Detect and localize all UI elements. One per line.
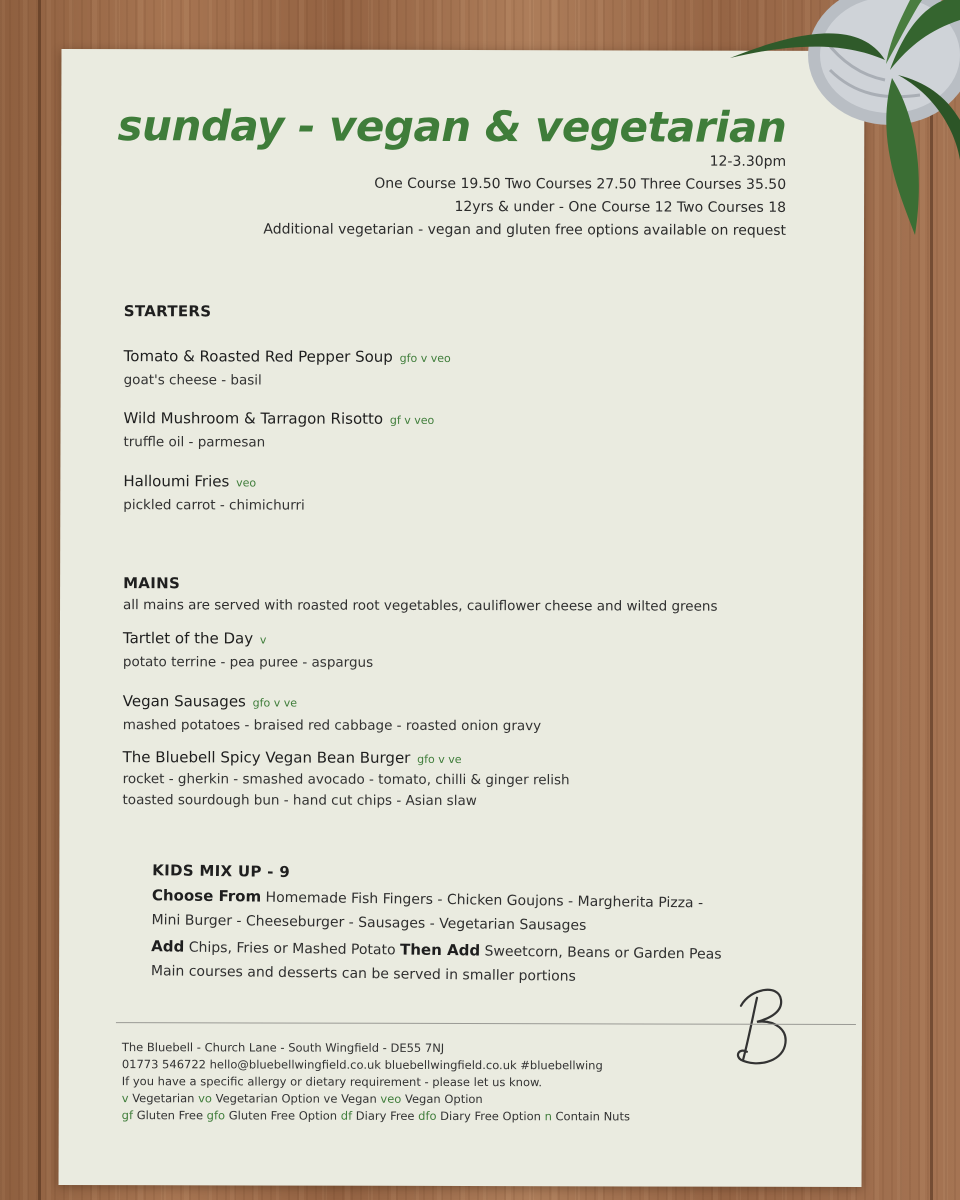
legend-code: gfo bbox=[206, 1108, 226, 1123]
menu-title: sunday - vegan & vegetarian bbox=[117, 101, 787, 152]
dietary-legend-line2 bbox=[122, 1107, 630, 1125]
footer-contact: 01773 546722 hello@bluebellwingfield.co.uk bluebellwingfield.co.uk #bluebellwing bbox=[121, 1057, 603, 1073]
mains-heading: MAINS bbox=[123, 574, 181, 593]
kids-heading: KIDS MIX UP - 9 bbox=[152, 861, 291, 881]
dish-description: truffle oil - parmesan bbox=[123, 434, 266, 451]
dish-description: mashed potatoes - braised red cabbage - roasted onion gravy bbox=[122, 717, 542, 735]
add-label: Add bbox=[151, 937, 185, 956]
kids-choices: Homemade Fish Fingers - Chicken Goujons - Margherita Pizza - bbox=[265, 889, 704, 912]
menu-item bbox=[124, 347, 451, 392]
dish-description: potato terrine - pea puree - aspargus bbox=[122, 654, 374, 671]
then-add-label: Then Add bbox=[399, 940, 481, 960]
legend-label: Diary Free bbox=[355, 1108, 415, 1123]
service-hours: 12-3.30pm bbox=[709, 153, 787, 170]
dish-description: pickled carrot - chimichurri bbox=[123, 497, 305, 514]
footer bbox=[122, 1039, 631, 1125]
legend-label: Gluten Free bbox=[136, 1108, 204, 1123]
menu-item bbox=[123, 409, 434, 454]
dish-name: The Bluebell Spicy Vegan Bean Burger bbox=[122, 748, 411, 767]
additional-options-note: Additional vegetarian - vegan and gluten free options available on request bbox=[263, 221, 787, 239]
dish-description: rocket - gherkin - smashed avocado - tomato, chilli & ginger relish bbox=[122, 771, 570, 789]
menu-item bbox=[123, 472, 305, 516]
legend-label: Diary Free Option bbox=[440, 1108, 541, 1124]
mains-sides-note: all mains are served with roasted root vegetables, cauliflower cheese and wilted greens bbox=[123, 597, 718, 615]
choose-from-label: Choose From bbox=[151, 886, 262, 906]
legend-code: n bbox=[544, 1109, 552, 1124]
menu-item bbox=[122, 748, 569, 812]
legend-code: df bbox=[340, 1108, 353, 1123]
legend-label: Contain Nuts bbox=[555, 1109, 631, 1124]
legend-code: vo bbox=[198, 1091, 212, 1106]
legend-code: gf bbox=[121, 1108, 134, 1123]
dietary-tags: v bbox=[259, 633, 267, 647]
legend-label: Vegetarian Option ve Vegan bbox=[215, 1091, 377, 1106]
potted-plant-icon bbox=[710, 0, 960, 240]
dietary-tags: gfo v ve bbox=[252, 696, 298, 710]
dietary-tags: veo bbox=[236, 476, 257, 490]
dietary-tags: gfo v veo bbox=[399, 351, 451, 365]
legend-label: Vegan Option bbox=[404, 1091, 483, 1107]
dish-description-line2: toasted sourdough bun - hand cut chips - Asian slaw bbox=[122, 792, 477, 810]
dish-name: Tomato & Roasted Red Pepper Soup bbox=[123, 347, 393, 366]
dietary-tags: gf v veo bbox=[389, 413, 435, 427]
starters-heading: STARTERS bbox=[123, 302, 212, 321]
kids-course-prices: 12yrs & under - One Course 12 Two Courses 18 bbox=[454, 198, 787, 216]
legend-code: v bbox=[121, 1091, 129, 1106]
dish-name: Halloumi Fries bbox=[123, 472, 230, 491]
allergy-note: If you have a specific allergy or dietary requirement - please let us know. bbox=[121, 1074, 543, 1090]
dietary-legend-line1 bbox=[122, 1090, 630, 1108]
kids-section bbox=[151, 861, 723, 988]
dietary-tags: gfo v ve bbox=[417, 752, 462, 767]
legend-label: Vegetarian bbox=[132, 1091, 195, 1106]
menu-info bbox=[263, 149, 786, 242]
kids-portions-note: Main courses and desserts can be served in smaller portions bbox=[150, 963, 576, 985]
kids-choices-line2: Mini Burger - Cheeseburger - Sausages - Vegetarian Sausages bbox=[151, 912, 587, 934]
kids-vegetables: Sweetcorn, Beans or Garden Peas bbox=[484, 943, 722, 963]
kids-sides: Chips, Fries or Mashed Potato bbox=[188, 939, 396, 959]
dish-name: Vegan Sausages bbox=[122, 692, 246, 711]
legend-code: dfo bbox=[418, 1108, 437, 1123]
dish-name: Tartlet of the Day bbox=[122, 629, 254, 648]
legend-label: Gluten Free Option bbox=[228, 1108, 338, 1123]
footer-address: The Bluebell - Church Lane - South Wingfield - DE55 7NJ bbox=[121, 1040, 445, 1055]
legend-code: veo bbox=[380, 1091, 402, 1106]
dish-description: goat's cheese - basil bbox=[123, 372, 262, 389]
menu-item bbox=[123, 629, 373, 674]
dish-name: Wild Mushroom & Tarragon Risotto bbox=[123, 409, 384, 428]
course-prices: One Course 19.50 Two Courses 27.50 Three Courses 35.50 bbox=[374, 175, 787, 193]
menu-item bbox=[123, 692, 542, 737]
